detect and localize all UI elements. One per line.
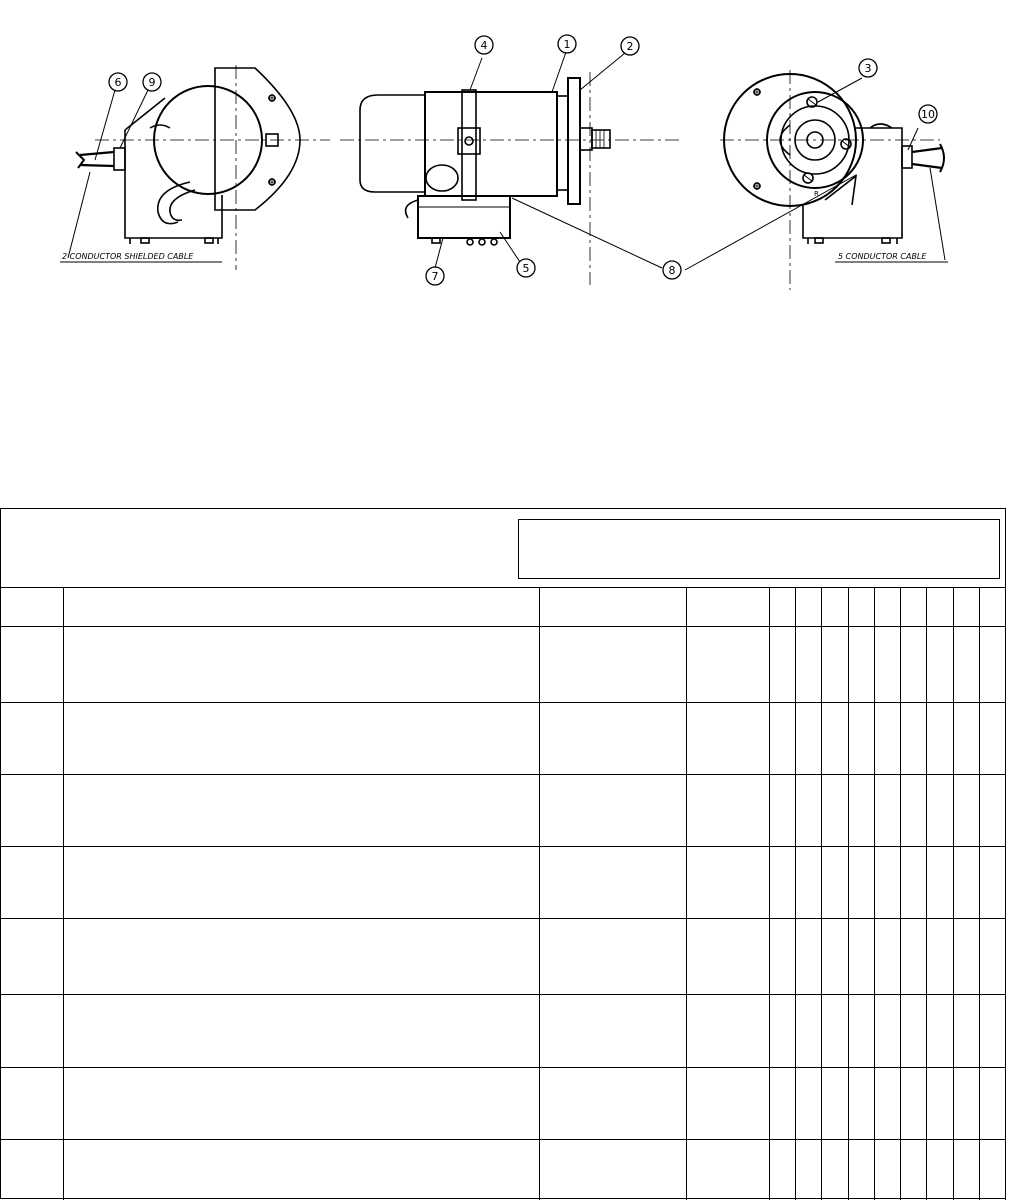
table-row bbox=[1, 626, 1005, 702]
table-row bbox=[1, 918, 1005, 994]
balloon-1: 1 bbox=[563, 38, 571, 51]
parts-list-table bbox=[0, 508, 1006, 1199]
cable-label-left: 2 CONDUCTOR SHIELDED CABLE bbox=[62, 252, 194, 261]
balloon-3: 3 bbox=[864, 62, 872, 75]
header-top-line bbox=[1, 587, 1005, 588]
table-row bbox=[1, 1139, 1005, 1200]
balloon-10: 10 bbox=[921, 108, 935, 121]
table-row bbox=[1, 994, 1005, 1067]
balloon-6: 6 bbox=[114, 76, 122, 89]
balloon-5: 5 bbox=[522, 262, 530, 275]
side-view bbox=[340, 52, 680, 285]
balloon-9: 9 bbox=[148, 76, 156, 89]
parts-list-title-box bbox=[518, 519, 1000, 579]
flag-column-divider bbox=[1005, 587, 1006, 1200]
cable-label-right: 5 CONDUCTOR CABLE bbox=[838, 252, 927, 261]
balloon-2: 2 bbox=[626, 40, 634, 53]
table-row bbox=[1, 702, 1005, 774]
table-row bbox=[1, 1067, 1005, 1139]
balloon-4: 4 bbox=[480, 39, 488, 52]
drawing-mark: R bbox=[814, 190, 819, 198]
assembly-drawing bbox=[0, 0, 1009, 300]
balloon-8: 8 bbox=[668, 264, 676, 277]
balloon-7: 7 bbox=[431, 270, 439, 283]
table-row bbox=[1, 846, 1005, 918]
left-end-view bbox=[60, 65, 330, 270]
table-row bbox=[1, 774, 1005, 846]
